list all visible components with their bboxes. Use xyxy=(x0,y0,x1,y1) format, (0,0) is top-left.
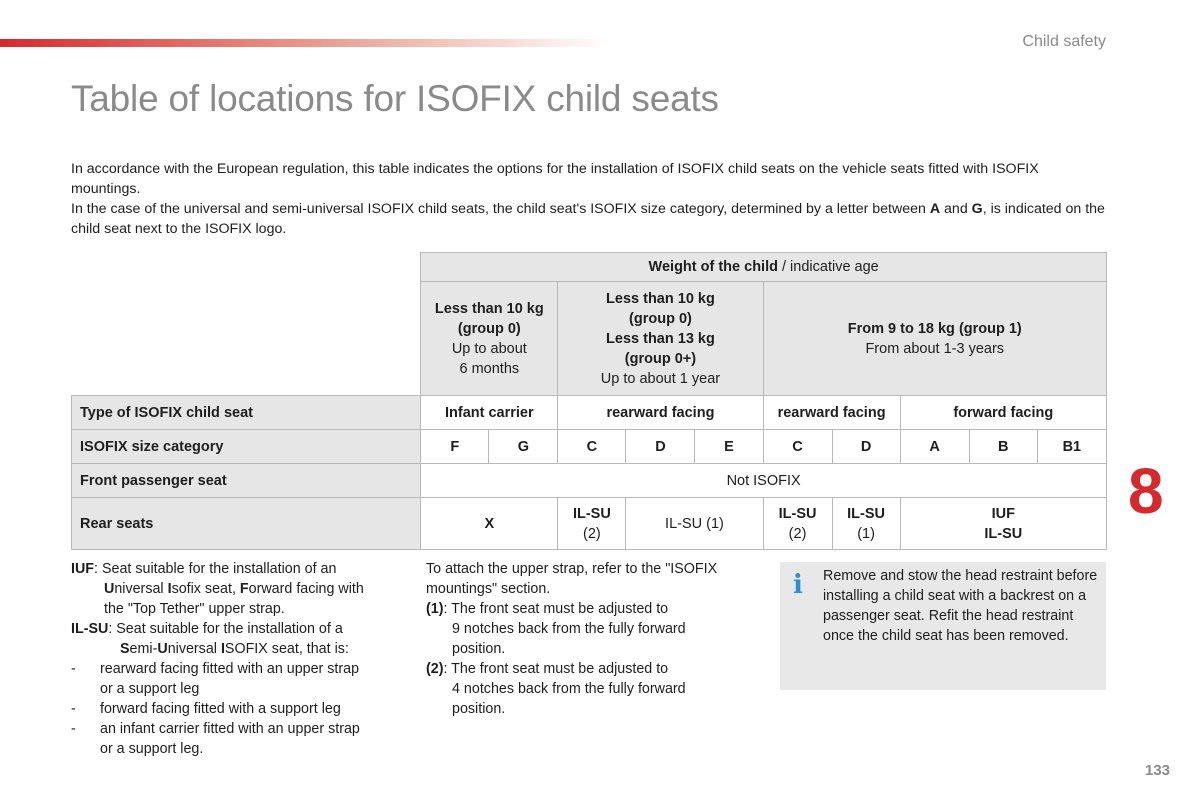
intro-text xyxy=(71,159,1111,239)
table-cell: IL-SU (2) xyxy=(558,498,626,550)
list-item: - an infant carrier fitted with an upper strap xyxy=(71,721,360,737)
weight-header: Weight of the child / indicative age xyxy=(421,253,1107,282)
table-cell: C xyxy=(558,430,626,464)
table-cell: rearward facing xyxy=(763,396,900,430)
table-cell: G xyxy=(489,430,558,464)
header-accent-bar xyxy=(0,39,610,47)
table-cell: IL-SU (2) xyxy=(763,498,832,550)
page-number: 133 xyxy=(1145,762,1171,779)
table-cell: X xyxy=(421,498,558,550)
footnotes: To attach the upper strap, refer to the "ISOFIX mountings" section. (1): The front seat must be adjusted to 9 notches back from the fully forward position. (2): The front seat must be adjusted to 4 notches back from the fully forward position. xyxy=(426,561,718,717)
table-cell: rearward facing xyxy=(558,396,763,430)
intro-paragraph-2: In the case of the universal and semi-universal ISOFIX child seats, the child seat's ISOFIX size category, determined by a letter between A and G, is indicated on the child seat next to the ISOFIX logo. xyxy=(71,201,1105,237)
table-cell: D xyxy=(626,430,695,464)
table-cell: A xyxy=(900,430,969,464)
row-header-type: Type of ISOFIX child seat xyxy=(72,396,421,430)
section-header: Child safety xyxy=(1022,33,1106,50)
table-cell: D xyxy=(832,430,900,464)
isofix-table xyxy=(71,252,1107,550)
page-title: Table of locations for ISOFIX child seats xyxy=(71,78,719,119)
table-cell: E xyxy=(695,430,763,464)
table-cell: F xyxy=(421,430,489,464)
table-cell: B xyxy=(969,430,1037,464)
table-cell: C xyxy=(763,430,832,464)
list-item: - forward facing fitted with a support leg xyxy=(71,701,341,717)
note-text: Remove and stow the head restraint before installing a child seat with a backrest on a passenger seat. Refit the head restraint once the child seat has been removed. xyxy=(823,568,1098,644)
table-cell: IL-SU (1) xyxy=(832,498,900,550)
table-cell: Infant carrier xyxy=(421,396,558,430)
row-header-rear: Rear seats xyxy=(72,498,421,550)
row-header-size: ISOFIX size category xyxy=(72,430,421,464)
info-note xyxy=(780,562,1106,690)
group-header: Less than 10 kg (group 0) Up to about 6 months xyxy=(421,282,558,396)
table-cell: IUF IL-SU xyxy=(900,498,1106,550)
legend: IUF: Seat suitable for the installation of an Universal Isofix seat, Forward facing with the "Top Tether" upper strap. IL-SU: Seat suitable for the installation of a Semi-Universal ISOFIX seat, that is: - rearward facing fitted with an upper strap or a support leg - forward facing fitted with a support leg - an infant carrier fitted with an upper strap or a support leg. xyxy=(71,559,411,759)
table-cell: forward facing xyxy=(900,396,1106,430)
chapter-number: 8 xyxy=(1128,455,1164,527)
table-cell: Not ISOFIX xyxy=(421,464,1107,498)
table-cell: IL-SU (1) xyxy=(626,498,763,550)
row-header-front: Front passenger seat xyxy=(72,464,421,498)
group-header: From 9 to 18 kg (group 1) From about 1-3 years xyxy=(763,282,1106,396)
info-icon: i xyxy=(793,570,803,600)
list-item: - rearward facing fitted with an upper strap xyxy=(71,661,360,677)
group-header: Less than 10 kg (group 0) Less than 13 kg (group 0+) Up to about 1 year xyxy=(558,282,763,396)
intro-paragraph-1: In accordance with the European regulation, this table indicates the options for the installation of ISOFIX child seats on the vehicle seats fitted with ISOFIX mountings. xyxy=(71,161,1039,197)
table-cell: B1 xyxy=(1037,430,1106,464)
